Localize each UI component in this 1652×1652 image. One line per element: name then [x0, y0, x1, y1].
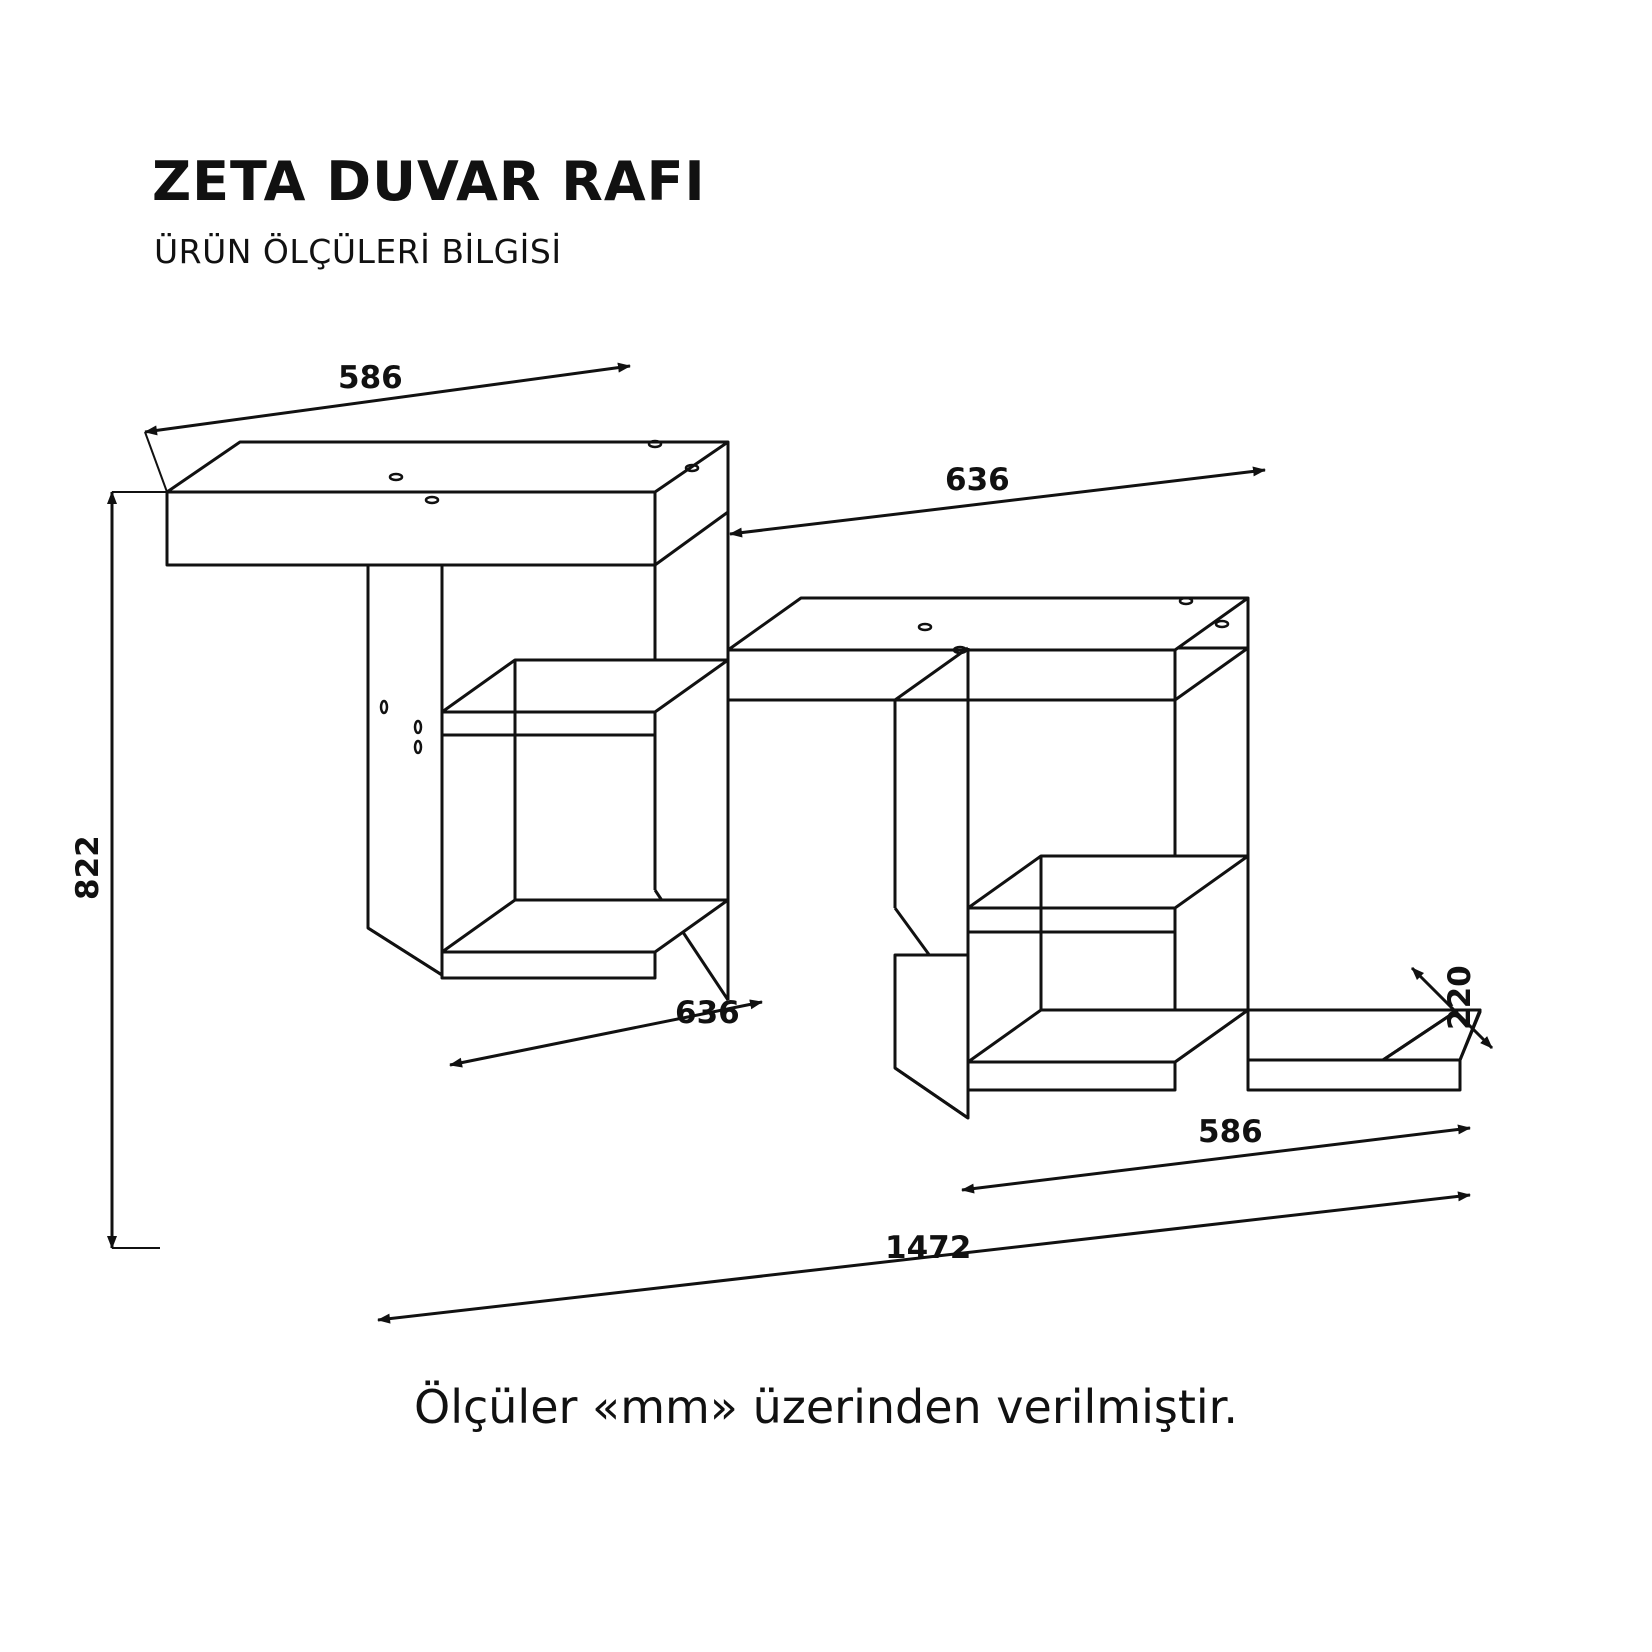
page-title: ZETA DUVAR RAFI: [152, 150, 706, 213]
dim-586-top-left: 586: [338, 360, 403, 396]
page-subtitle: ÜRÜN ÖLÇÜLERİ BİLGİSİ: [154, 232, 562, 271]
dim-636-lower: 636: [675, 995, 740, 1031]
dim-636-upper: 636: [945, 462, 1010, 498]
dim-1472-total-width: 1472: [885, 1230, 972, 1266]
dim-586-bottom-right: 586: [1198, 1114, 1263, 1150]
shelf-body: [167, 441, 1480, 1118]
units-note: Ölçüler «mm» üzerinden verilmiştir.: [414, 1380, 1238, 1434]
dim-220-depth: 220: [1442, 965, 1478, 1030]
dim-822-height: 822: [70, 835, 106, 900]
